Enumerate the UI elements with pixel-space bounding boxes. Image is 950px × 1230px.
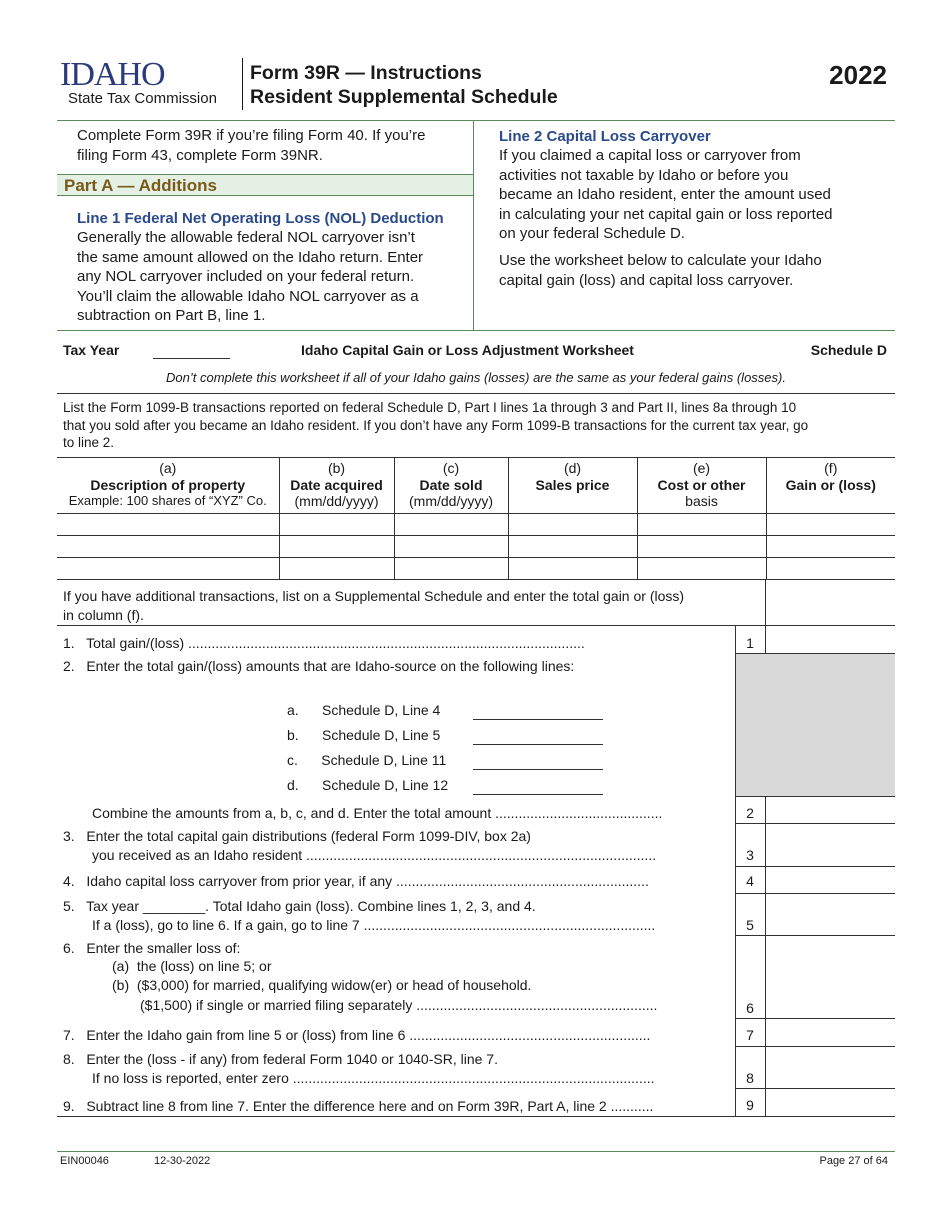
col-letter: (a): [159, 460, 177, 476]
line-8-text-a: 8. Enter the (loss - if any) from federal Form 1040 or 1040-SR, line 7.: [63, 1051, 498, 1067]
footer-code: EIN00046: [60, 1155, 109, 1167]
cell[interactable]: [394, 536, 508, 558]
worksheet-title: Idaho Capital Gain or Loss Adjustment Worksheet: [301, 342, 634, 358]
line-8-amount[interactable]: [766, 1047, 895, 1087]
table-header-row: [57, 458, 895, 514]
paragraph-line: became an Idaho resident, enter the amount used: [499, 186, 831, 203]
cell[interactable]: [508, 558, 637, 580]
col-title: Cost or other: [657, 476, 746, 493]
intro-line: to line 2.: [63, 435, 115, 450]
cell[interactable]: [279, 558, 394, 580]
line2-paragraph-2: [499, 251, 822, 290]
transactions-table: [57, 457, 895, 580]
line-5-amount[interactable]: [766, 894, 895, 934]
line1-paragraph: [77, 228, 423, 326]
col-c-header: [394, 458, 508, 514]
col-letter: (b): [327, 460, 346, 476]
cell[interactable]: [57, 536, 279, 558]
line-4-amount[interactable]: [766, 867, 895, 892]
form-year: 2022: [829, 60, 887, 90]
col-title: Date acquired: [290, 476, 383, 493]
line1-heading: Line 1 Federal Net Operating Loss (NOL) Deduction: [77, 210, 444, 227]
line-2-text: 2. Enter the total gain/(loss) amounts that are Idaho-source on the following lines:: [63, 658, 575, 674]
line-6-amount[interactable]: [766, 936, 895, 1017]
line-8-text-b: If no loss is reported, enter zero .............................................................................................: [92, 1070, 655, 1086]
col-title: Description of property: [90, 476, 246, 493]
idaho-logo: IDAHO: [60, 56, 165, 93]
tax-year-label: Tax Year: [63, 342, 120, 358]
footer-page: Page 27 of 64: [819, 1155, 888, 1167]
line-3-amount[interactable]: [766, 824, 895, 865]
paragraph-line: activities not taxable by Idaho or before you: [499, 166, 789, 184]
cell[interactable]: [57, 558, 279, 580]
line-5-text-a: 5. Tax year ________. Total Idaho gain (loss). Combine lines 1, 2, 3, and 4.: [63, 898, 536, 914]
line-2c-text: c. Schedule D, Line 11: [287, 752, 447, 768]
col-sub: Example: 100 shares of “XYZ” Co.: [68, 493, 267, 508]
line-2d-text: d. Schedule D, Line 12: [287, 777, 449, 793]
cell[interactable]: [766, 514, 895, 536]
worksheet-note: Don’t complete this worksheet if all of your Idaho gains (losses) are the same as your federal gains (losses).: [166, 370, 786, 385]
header-divider: [242, 58, 243, 110]
col-sub: (mm/dd/yyyy): [409, 493, 493, 509]
line-9-amount[interactable]: [766, 1089, 895, 1115]
rule: [57, 393, 895, 394]
intro-line: List the Form 1099-B transactions reported on federal Schedule D, Part I lines 1a through 3 and Part II, lines 8a through 10: [63, 400, 797, 415]
paragraph-line: If you claimed a capital loss or carryover from: [499, 147, 801, 164]
vline: [765, 580, 766, 625]
additional-text: [63, 587, 684, 625]
cell[interactable]: [766, 558, 895, 580]
list-intro: [63, 399, 808, 452]
line-7-amount[interactable]: [766, 1019, 895, 1045]
line-9-text: 9. Subtract line 8 from line 7. Enter the difference here and on Form 39R, Part A, line 2 ...........: [63, 1098, 654, 1114]
line-num-6: 6: [746, 1000, 754, 1016]
line-num-1: 1: [746, 635, 754, 651]
parta-band: [57, 174, 474, 196]
line-2a-text: a. Schedule D, Line 4: [287, 702, 441, 718]
intro-line: filing Form 43, complete Form 39NR.: [77, 146, 323, 164]
paragraph-line: the same amount allowed on the Idaho return. Enter: [77, 248, 424, 266]
line-7-text: 7. Enter the Idaho gain from line 5 or (loss) from line 6 ..............................................................: [63, 1027, 651, 1043]
paragraph-line: in calculating your net capital gain or loss reported: [499, 205, 833, 223]
col-sub: (mm/dd/yyyy): [294, 493, 379, 509]
intro-line: Complete Form 39R if you’re filing Form 40. If you’re: [77, 127, 426, 144]
line2-paragraph: [499, 146, 833, 244]
shaded-block: [736, 653, 895, 796]
section-rule: [57, 330, 895, 331]
col-title: Sales price: [535, 476, 610, 493]
line-4-text: 4. Idaho capital loss carryover from prior year, if any .................................................................: [63, 873, 649, 889]
rule: [735, 653, 895, 654]
table-row: [57, 558, 895, 580]
tax-year-field[interactable]: [153, 358, 230, 359]
line-2b-text: b. Schedule D, Line 5: [287, 727, 441, 743]
line-num-8: 8: [746, 1070, 754, 1086]
page-title: [250, 61, 558, 109]
footer-date: 12-30-2022: [154, 1155, 211, 1167]
schedule-label: Schedule D: [810, 342, 887, 358]
line-6-text-d: ($1,500) if single or married filing separately ..............................................................: [140, 997, 658, 1013]
line-num-3: 3: [746, 847, 754, 863]
line-6-text-c: (b) ($3,000) for married, qualifying widow(er) or head of household.: [112, 977, 532, 993]
header-rule: [57, 120, 895, 121]
line-num-7: 7: [746, 1027, 754, 1043]
paragraph-line: subtraction on Part B, line 1.: [77, 307, 266, 324]
col-letter: (e): [692, 460, 711, 476]
intro-line: that you sold after you became an Idaho resident. If you don’t have any Form 1099-B transactions for the current tax year, go: [63, 417, 809, 433]
col-d-header: [508, 458, 637, 514]
cell[interactable]: [394, 514, 508, 536]
title-line-1: Form 39R — Instructions: [250, 62, 482, 84]
col-letter: (c): [442, 460, 460, 476]
column-divider: [473, 120, 474, 330]
cell[interactable]: [508, 514, 637, 536]
paragraph-line: capital gain (loss) and capital loss carryover.: [499, 271, 794, 289]
col-sub: basis: [685, 493, 718, 509]
cell[interactable]: [637, 558, 766, 580]
parta-heading: Part A — Additions: [64, 176, 217, 195]
cell[interactable]: [394, 558, 508, 580]
col-f-header: [766, 458, 895, 514]
intro-text: [77, 126, 425, 165]
line-2a-field[interactable]: [473, 719, 603, 720]
cell[interactable]: [508, 536, 637, 558]
line-2c-field[interactable]: [473, 769, 603, 770]
col-a-header: [57, 458, 279, 514]
cell[interactable]: [766, 536, 895, 558]
paragraph-line: You’ll claim the allowable Idaho NOL carryover as a: [77, 287, 419, 305]
line-2-amount[interactable]: [766, 797, 895, 822]
footer-rule: [57, 1151, 895, 1152]
table-row: [57, 514, 895, 536]
logo-subtitle: State Tax Commission: [68, 90, 217, 107]
line-3-text-b: you received as an Idaho resident ..........................................................................................: [92, 847, 657, 863]
line-2-combine-text: Combine the amounts from a, b, c, and d. Enter the total amount ...........................................: [92, 805, 663, 821]
col-letter: (f): [824, 460, 838, 476]
table-row: [57, 536, 895, 558]
line-2b-field[interactable]: [473, 744, 603, 745]
additional-line: in column (f).: [63, 607, 144, 623]
line-3-text-a: 3. Enter the total capital gain distributions (federal Form 1099-DIV, box 2a): [63, 828, 531, 844]
cell[interactable]: [279, 514, 394, 536]
line-num-2: 2: [746, 805, 754, 821]
line-1-text: 1. Total gain/(loss) ......................................................................................................: [63, 635, 585, 651]
line-1-amount[interactable]: [766, 626, 895, 652]
line2-heading: Line 2 Capital Loss Carryover: [499, 128, 711, 145]
line-6-text-b: (a) the (loss) on line 5; or: [112, 958, 272, 974]
paragraph-line: any NOL carryover included on your federal return.: [77, 268, 415, 285]
line-num-5: 5: [746, 917, 754, 933]
line-num-4: 4: [746, 873, 754, 889]
cell[interactable]: [57, 514, 279, 536]
cell[interactable]: [637, 536, 766, 558]
cell[interactable]: [279, 536, 394, 558]
rule: [57, 1116, 895, 1117]
line-num-9: 9: [746, 1097, 754, 1113]
paragraph-line: Generally the allowable federal NOL carryover isn’t: [77, 229, 415, 246]
paragraph-line: Use the worksheet below to calculate your Idaho: [499, 252, 822, 269]
line-2d-field[interactable]: [473, 794, 603, 795]
col-e-header: [637, 458, 766, 514]
line-5-text-b: If a (loss), go to line 6. If a gain, go to line 7 ...........................................................................: [92, 917, 656, 933]
col-title: Date sold: [419, 476, 483, 493]
additional-line: If you have additional transactions, list on a Supplemental Schedule and enter the total gain or (loss): [63, 588, 685, 604]
paragraph-line: on your federal Schedule D.: [499, 225, 685, 242]
title-line-2: Resident Supplemental Schedule: [250, 86, 558, 108]
cell[interactable]: [637, 514, 766, 536]
col-b-header: [279, 458, 394, 514]
line-6-text-a: 6. Enter the smaller loss of:: [63, 940, 241, 956]
col-title: Gain or (loss): [785, 476, 876, 493]
col-letter: (d): [563, 460, 582, 476]
